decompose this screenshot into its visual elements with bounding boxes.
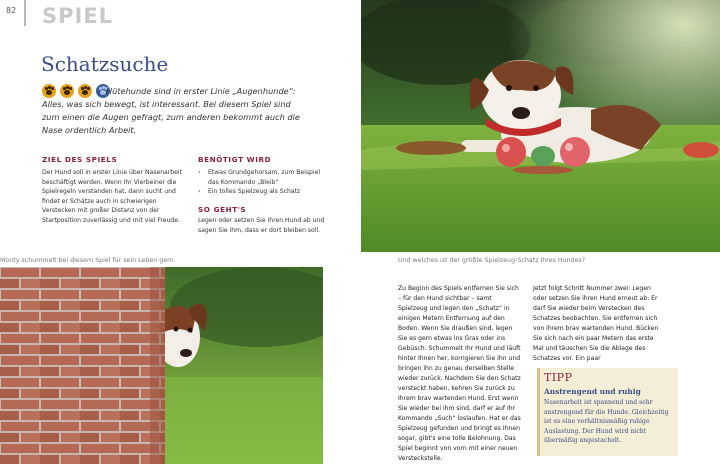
caption-right: Und welches ist der größte Spielzeug-Schatz Ihres Hundes? (398, 257, 586, 264)
list-item: › Etwas Grundgehorsam, zum Beispiel das Kommando „Bleib“ (198, 168, 328, 187)
article-title: Schatzsuche (41, 52, 169, 76)
intro-text: Hütehunde sind in erster Linie „Augenhunde“: Alles, was sich bewegt, ist interessant. Bei diesem Spiel sind zum einen die Augen gefragt, zum anderen bekommt auch die Nase ordentlich Arbeit. (42, 86, 300, 135)
caption-left: Monty schummelt bei diesem Spiel für sein Leben gern. (0, 257, 176, 264)
so-gehts-heading: SO GEHT'S (198, 205, 247, 214)
so-gehts-text: Legen oder setzen Sie ihren Hund ab und sagen Sie ihm, dass er dort bleiben soll. (198, 217, 325, 234)
page-number: 82 (6, 6, 17, 15)
ziel-text: Der Hund soll in erster Linie über Nasenarbeit beschäftigt werden. Wenn Ihr Vierbeiner die Spielregeln verstanden hat, dann sucht und findet er Schätze auch in schwierigen Verstecken mit großer Distanz von der Startposition zuverlässig und mit viel Freude. (42, 169, 182, 224)
benoetigt-list (198, 168, 328, 197)
photo-dog-with-toys (361, 0, 720, 252)
section-divider (24, 0, 26, 26)
tip-title: Anstrengend und ruhig (544, 387, 641, 396)
tip-text: Nasenarbeit ist spannend und sehr anstrengend für die Hunde. Gleichzeitig ist es eine verhältnismäßig ruhige Auslastung. Der Hund wird nicht übermäßig angestachelt. (544, 399, 669, 445)
list-item: › Ein tolles Spielzeug als Schatz (198, 187, 328, 197)
benoetigt-heading: BENÖTIGT WIRD (198, 155, 272, 164)
tip-box (537, 368, 678, 456)
body-text-col2: Jetzt folgt Schritt Nummer zwei: Legen oder setzen Sie ihren Hund erneut ab. Er darf Sie wieder beim Verstecken des Schatzes beobachten. Sie entfernen sich von ihrem brav wartenden Hund. Bücken Sie sich nach ein paar Metern das erste Mal und täuschen Sie die Ablage des Schatzes vor. Ein paar (533, 285, 659, 362)
ziel-heading: ZIEL DES SPIELS (42, 155, 118, 164)
photo-dog-behind-wall (0, 267, 323, 464)
section-title: SPIEL (42, 4, 114, 28)
tip-label: TIPP (544, 371, 573, 384)
body-text-col1: Zu Beginn des Spiels entfernen Sie sich – für den Hund sichtbar – samt Spielzeug und legen den „Schatz“ in einigen Metern Entfernung auf den Boden. Wenn Sie draußen sind, legen Sie es gern etwas ins Gras oder ins Gebüsch. Schummelt Ihr Hund und läuft hinter Ihnen her, korrigieren Sie ihn und bringen ihn zu genau derselben Stelle wieder zurück. Nachdem Sie den Schatz versteckt haben, kehren Sie zurück zu Ihrem brav wartenden Hund. Erst wenn Sie wieder bei ihm sind, darf er auf Ihr Kommando „Such“ loslaufen. Hat er das Spielzeug gefunden und bringt es Ihnen sogar, gibt's eine tolle Belohnung. Das Spiel beginnt von vorn mit einer neuen Versteckstelle. (398, 285, 521, 462)
